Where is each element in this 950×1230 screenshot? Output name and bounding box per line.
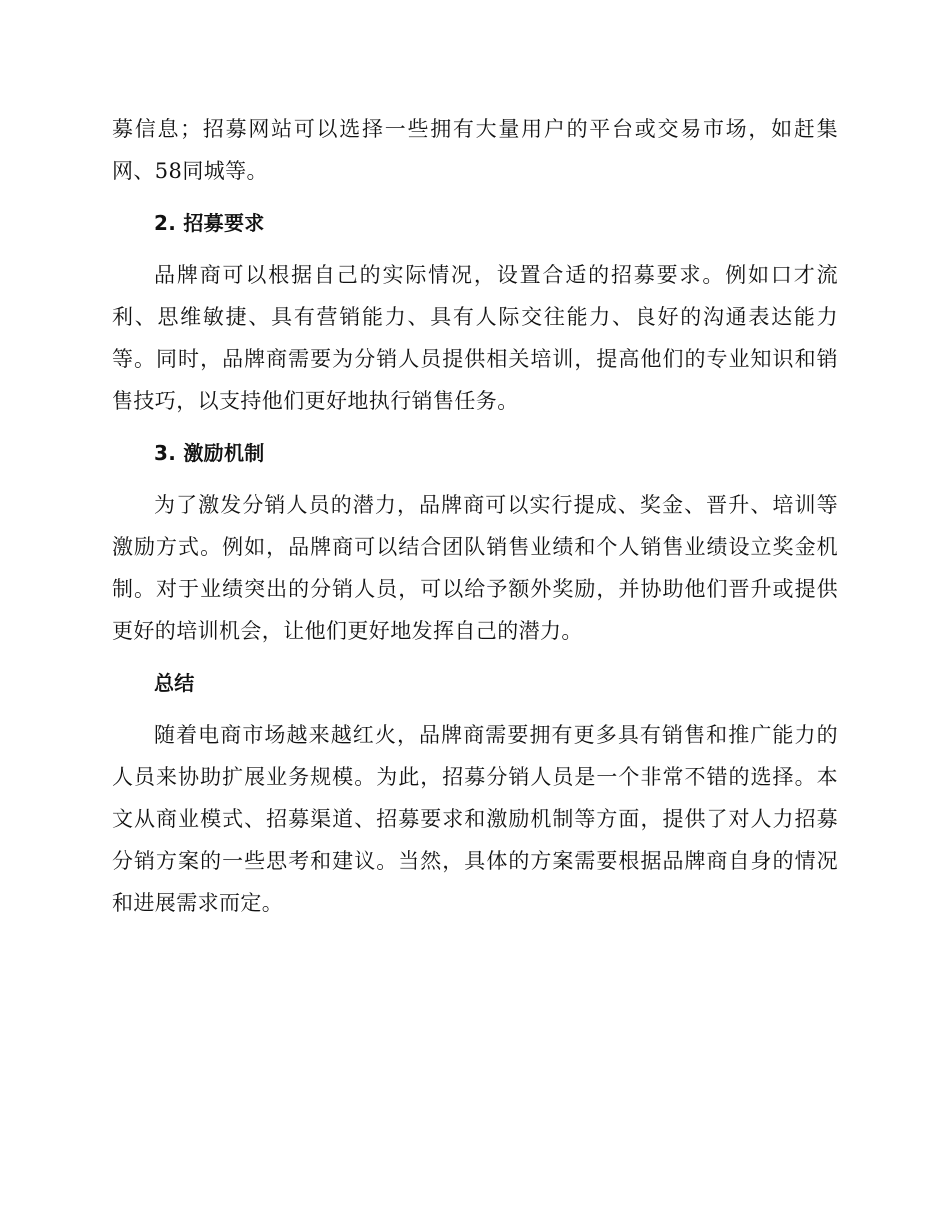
section-heading-incentive-mechanism: 3. 激励机制 — [154, 441, 265, 465]
paragraph-recruit-channels-cont: 募信息；招募网站可以选择一些拥有大量用户的平台或交易市场，如赶集网、58同城等。 — [112, 117, 838, 183]
paragraph-recruit-requirements: 品牌商可以根据自己的实际情况，设置合适的招募要求。例如口才流利、思维敏捷、具有营销能力、具有人际交往能力、良好的沟通表达能力等。同时，品牌商需要为分销人员提供相关培训，提高他们的专业知识和销售技巧，以支持他们更好地执行销售任务。 — [112, 263, 838, 413]
paragraph-summary: 随着电商市场越来越红火，品牌商需要拥有更多具有销售和推广能力的人员来协助扩展业务规模。为此，招募分销人员是一个非常不错的选择。本文从商业模式、招募渠道、招募要求和激励机制等方面，提供了对人力招募分销方案的一些思考和建议。当然，具体的方案需要根据品牌商自身的情况和进展需求而定。 — [112, 723, 838, 915]
section-heading-summary: 总结 — [154, 671, 195, 695]
section-heading-recruit-requirements: 2. 招募要求 — [154, 211, 265, 235]
paragraph-incentive-mechanism: 为了激发分销人员的潜力，品牌商可以实行提成、奖金、晋升、培训等激励方式。例如，品牌商可以结合团队销售业绩和个人销售业绩设立奖金机制。对于业绩突出的分销人员，可以给予额外奖励，并协助他们晋升或提供更好的培训机会，让他们更好地发挥自己的潜力。 — [112, 493, 838, 643]
document-page — [112, 108, 838, 924]
